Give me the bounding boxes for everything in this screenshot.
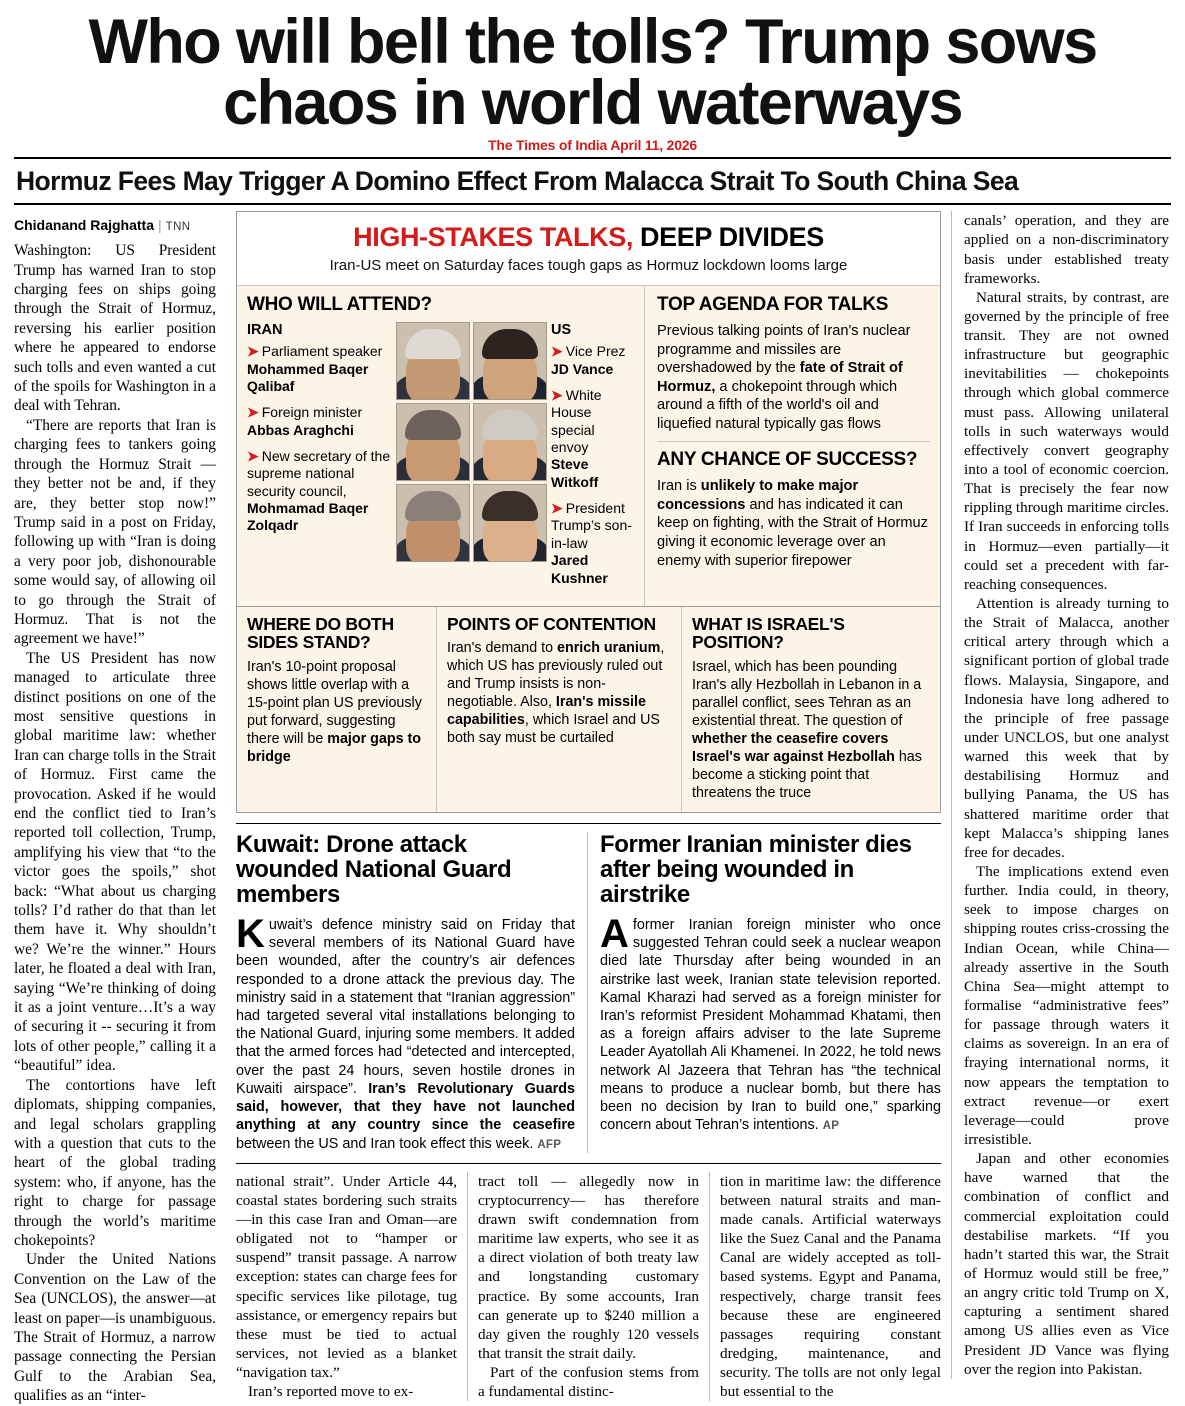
success-bold: unlikely to make major concessions <box>657 478 859 513</box>
attendee-item <box>247 404 397 439</box>
paragraph: “There are reports that Iran is charging fees to tankers going through the Hormuz Strait — they better not be and, if they are, they better stop now!” Trump said in a post on Friday, following up with “Iran is doing a very poor job, dishonourable some would say, of allowing oil to go through the Strait of Hormuz. That is not the agreement we have!” <box>14 416 216 648</box>
israel-text-1: Israel, which has been pounding Iran's ally Hezbollah in Lebanon in a parallel conflict, sees Tehran as an existential threat. The question of <box>692 658 922 729</box>
paragraph: canals’ operation, and they are applied on a non-discriminatory basis under established treaty frameworks. <box>964 212 1169 287</box>
agenda-bold-1: fate of Strait of Hormuz, <box>657 360 903 395</box>
right-continuation-column <box>951 211 1169 1379</box>
paragraph: tion in maritime law: the difference between natural straits and man-made canals. Artificial waterways like the Suez Canal and the Panama Canal are widely accepted as toll-based systems. Egypt and Panama, respectively, charge transit fees because these are engineered passages requiring constant dredging, maintenance, and security. The tolls are not only legal but essential to the <box>720 1172 941 1401</box>
contention-text-1: Iran's demand to <box>447 640 558 657</box>
story-minister-body <box>600 911 941 1135</box>
page-subtitle: Hormuz Fees May Trigger A Domino Effect From Malacca Strait To South China Sea <box>16 166 1019 197</box>
attendee-name: Jared Kushner <box>551 552 608 586</box>
agenda-section <box>645 286 940 606</box>
portrait-qalibaf <box>396 322 470 400</box>
infographic-subtitle: Iran-US meet on Saturday faces tough gaps as Hormuz lockdown looms large <box>329 257 848 275</box>
story-minister-text-1: former Iranian foreign minister who once suggested Tehran could seek a nuclear weapon died late Thursday after being wounded in an airstrike last week, Iranian state television reported. Kamal Kharazi had served as a foreign minister for Iran’s reformist President Mohammad Khatami, then as a foreign affairs adviser to the late Supreme Leader Ayatollah Ali Khamenei. In 2022, he told news network Al Jazeera that Tehran has “the technical means to produce a nuclear bomb, but there has been no decision by Iran to build one,” sparking concern about Tehran’s intentions. <box>600 916 941 1134</box>
story-kuwait-body <box>236 911 575 1153</box>
photo-row <box>396 484 547 562</box>
iran-attendees <box>247 322 397 596</box>
agenda-divider <box>657 441 930 442</box>
israel-position-block <box>682 607 940 812</box>
publication-dateline: The Times of India April 11, 2026 <box>488 137 697 154</box>
contention-bold-2: Iran's missile capabilities <box>447 694 646 729</box>
story-kuwait-headline: Kuwait: Drone attack wounded National Guard members <box>236 830 512 909</box>
israel-text-2: has become a sticking point that threatens the truce <box>692 748 922 801</box>
infographic-panel <box>236 211 941 812</box>
bullet-arrow-icon: ➤ <box>247 447 259 464</box>
attendee-name: Mohmamad Baqer Zolqadr <box>247 500 369 534</box>
contention-text-2: , which US has previously ruled out and Trump insists is non-negotiable. Also, <box>447 640 665 711</box>
story-kuwait-text-2: between the US and Iran took effect this week. <box>236 1135 538 1152</box>
contention-heading: POINTS OF CONTENTION <box>447 613 656 634</box>
success-text <box>657 477 930 570</box>
bullet-arrow-icon: ➤ <box>247 404 259 421</box>
secondary-stories <box>236 823 941 1153</box>
masthead-divider <box>14 157 1171 159</box>
paragraph: The US President has now managed to articulate three distinct positions on one of the most sensitive questions in global maritime law: whether Iran can charge tolls in the Strait of Hormuz. First came the provocation. Asked if he would end the conflict tied to Iran’s reported toll collection, Trump, amplifying his view that “to the victor goes the spoils,” shot back: “What about us charging tolls? I’d rather do that than let them have it. Why shouldn’t we? We’re the winner.” Hours later, he floated a deal with Iran, saying “We’re thinking of doing it as a joint venture…It’s a way of securing it -- securing it from lots of other people,” calling it a “beautiful” idea. <box>14 649 216 1075</box>
attendee-role: Parliament speaker <box>261 343 383 360</box>
attendee-name: JD Vance <box>551 360 614 377</box>
infographic-title <box>245 222 932 253</box>
agenda-text-2: a chokepoint through which around a fifth of the world's oil and liquefied natural typically gas flows <box>657 378 898 432</box>
infographic-upper <box>237 285 940 606</box>
success-heading: ANY CHANCE OF SUCCESS? <box>657 449 918 471</box>
story-minister <box>588 832 941 1153</box>
photo-row <box>396 322 547 400</box>
paragraph: Attention is already turning to the Strait of Malacca, another critical artery through which a significant portion of global trade flows. Malaysia, Singapore, and Indonesia have long adhered to the principle of free passage under UNCLOS, but one analyst warned this week that by destabilising Hormuz and bullying Panama, the US has shattered maritime order that kept Malacca’s shipping lanes free for decades. <box>964 595 1169 861</box>
infographic-header <box>237 212 940 285</box>
attendee-item <box>551 343 634 378</box>
success-text-2: and has indicated it can keep on fighting, with the Strait of Hormuz giving it economic leverage over an enemy with superior firepower <box>657 496 928 569</box>
photo-row <box>396 403 547 481</box>
bullet-arrow-icon: ➤ <box>551 343 563 360</box>
us-attendees <box>545 322 634 596</box>
story-minister-headline: Former Iranian minister dies after being wounded in airstrike <box>600 830 912 909</box>
agenda-text-1: Previous talking points of Iran's nuclear programme and missiles are overshadowed by the <box>657 323 911 377</box>
story-kuwait <box>236 832 588 1153</box>
attendee-role: Foreign minister <box>261 404 363 421</box>
byline-org: TNN <box>165 221 191 234</box>
attendee-name: Mohammed Baqer Qalibaf <box>247 360 369 394</box>
bullet-arrow-icon: ➤ <box>551 386 563 403</box>
story-kuwait-credit: AFP <box>537 1138 562 1151</box>
israel-position-heading: WHAT IS ISRAEL'S POSITION? <box>692 613 845 653</box>
attendee-role: Vice Prez <box>565 343 626 360</box>
contention-bold-1: enrich uranium <box>557 640 661 657</box>
byline-author: Chidanand Rajghatta <box>14 217 155 234</box>
continuation-col-2 <box>468 1172 710 1402</box>
paragraph: Natural straits, by contrast, are governed by the principle of free transit. They are not owned infrastructure but geographic inevitabilities — chokepoints through which global commerce must pass. Allowing unilateral tolls in such waterways would effectively convert geography into a tool of economic coercion. That is precisely the fear now rippling through maritime circles. If Iran succeeds in enforcing tolls in Hormuz—even partially—it could set a precedent with far-reaching consequences. <box>964 288 1169 593</box>
agenda-text <box>657 322 930 433</box>
lead-story-column <box>14 211 226 1405</box>
contention-text-3: , which Israel and US both say must be curtailed <box>447 712 660 747</box>
dropcap: K <box>236 911 265 956</box>
sides-stand-block <box>237 607 437 812</box>
paragraph: tract toll — allegedly now in cryptocurrency— has therefore drawn swift condemnation from maritime law experts, who see it as a direct violation of both treaty law and longstanding customary practice. By some accounts, Iran can generate up to $240 million a day given the roughly 120 vessels that transit the strait daily. <box>478 1172 699 1363</box>
paragraph: national strait”. Under Article 44, coastal states bordering such straits—in this case Iran and Oman—are obligated not to “hamper or suspend” transit passage. A narrow exception: states can charge fees for specific services like pilotage, tug assistance, or emergency repairs but these must be tied to actual services, not levied as a blanket “navigation tax.” <box>236 1172 457 1382</box>
paragraph: Japan and other economies have warned that the combination of conflict and commercial exploitation could destabilise markets. “If you hadn’t started this war, the Strait of Hormuz would still be free,” an angry critic told Trump on X, capturing a sentiment shared among US allies even as Vice President JD Vance was flying over the region into Pakistan. <box>964 1150 1169 1378</box>
portrait-vance <box>473 322 547 400</box>
infographic-lower <box>237 606 940 812</box>
attendee-item <box>551 500 634 587</box>
israel-position-text <box>692 658 930 802</box>
attendee-name: Steve Witkoff <box>551 456 599 490</box>
paragraph: Under the United Nations Convention on the Law of the Sea (UNCLOS), the answer—at least on paper—is unambiguous. The Strait of Hormuz, a narrow passage connecting the Persian Gulf to the Arabian Sea, qualifies as an “inter- <box>14 1251 216 1405</box>
attendees-heading: WHO WILL ATTEND? <box>247 294 432 316</box>
paragraph: The implications extend even further. India could, in theory, seek to impose charges on shipping routes criss-crossing the Indian Ocean, while China—already assertive in the South China Sea—might attempt to formalise “administrative fees” for passage through waters it claims as sovereign. In an era of fraying international norms, it now appears the temptation to extract revenue—or exert leverage—could prove irresistible. <box>964 863 1169 1148</box>
page-title: Who will bell the tolls? Trump sows chaos in world waterways <box>88 7 1097 139</box>
attendees-section <box>237 286 645 606</box>
israel-bold: whether the ceasefire covers Israel's war against Hezbollah <box>692 730 895 765</box>
center-section <box>226 211 951 1401</box>
dropcap: A <box>600 911 629 956</box>
attendee-item <box>247 448 397 535</box>
bullet-arrow-icon: ➤ <box>551 500 563 517</box>
portrait-kushner <box>473 484 547 562</box>
continuation-col-3 <box>710 1172 941 1402</box>
attendee-role: President Trump’s son-in-law <box>551 500 632 551</box>
main-content <box>14 211 1171 1405</box>
contention-text <box>447 639 671 747</box>
paragraph: Iran’s reported move to ex- <box>248 1383 414 1401</box>
attendee-name: Abbas Araghchi <box>247 421 354 438</box>
portrait-araghchi <box>396 403 470 481</box>
right-column-text <box>964 211 1169 1379</box>
lead-story-text <box>14 241 216 1405</box>
continuation-columns <box>236 1163 941 1402</box>
story-kuwait-bold: Iran’s Revolutionary Guards said, however, that they have not launched anything at any country since the ceasefire <box>236 1080 575 1134</box>
attendee-item <box>551 387 634 491</box>
us-label: US <box>551 322 572 339</box>
paragraph: Washington: US President Trump has warned Iran to stop charging fees on ships going through the Strait of Hormuz, reversing his earlier position where he appeared to endorse such tolls and even wanted a cut of the spoils for Washington in a deal with Tehran. <box>14 242 216 415</box>
portrait-zolqadr <box>396 484 470 562</box>
infographic-title-highlight: HIGH-STAKES TALKS, <box>353 222 633 253</box>
paragraph: The contortions have left diplomats, shipping companies, and legal scholars grappling with a question that cuts to the heart of the global trading system: who, if anyone, has the right to charge for passage through the world’s maritime chokepoints? <box>14 1076 216 1249</box>
subhead-divider <box>14 203 1171 205</box>
sides-bold: major gaps to bridge <box>247 730 422 765</box>
infographic-title-rest: DEEP DIVIDES <box>632 222 824 253</box>
byline: Chidanand Rajghatta | TNN <box>14 217 191 234</box>
sides-text-1: Iran's 10-point proposal shows little overlap with a 15-point plan US previously put forward, suggesting there will be <box>247 658 422 747</box>
contention-block <box>437 607 682 812</box>
story-minister-credit: AP <box>822 1120 840 1133</box>
story-kuwait-text-1: uwait’s defence ministry said on Friday that several members of its National Guard have been wounded, after the country’s air defences responded to a drone attack the previous day. The ministry said in a statement that “Iranian aggression” had targeted several vital installations belonging to the National Guard, injuring some members. It added that the armed forces had “detected and intercepted, over the past 24 hours, seven hostile drones in Kuwaiti airspace”. <box>236 916 575 1097</box>
sides-stand-heading: WHERE DO BOTH SIDES STAND? <box>247 613 394 653</box>
paragraph: Part of the confusion stems from a fundamental distinc- <box>478 1364 699 1401</box>
attendee-role: New secretary of the supreme national security council, <box>247 447 391 499</box>
attendee-photo-grid <box>397 322 545 596</box>
sides-stand-text <box>247 658 426 766</box>
agenda-heading: TOP AGENDA FOR TALKS <box>657 294 889 316</box>
iran-label: IRAN <box>247 322 283 339</box>
attendees-columns <box>247 322 634 596</box>
attendee-item <box>247 343 397 395</box>
continuation-col-1 <box>236 1172 468 1402</box>
success-text-1: Iran is <box>657 478 701 495</box>
portrait-witkoff <box>473 403 547 481</box>
bullet-arrow-icon: ➤ <box>247 343 259 360</box>
attendee-role: White House special envoy <box>551 386 602 455</box>
